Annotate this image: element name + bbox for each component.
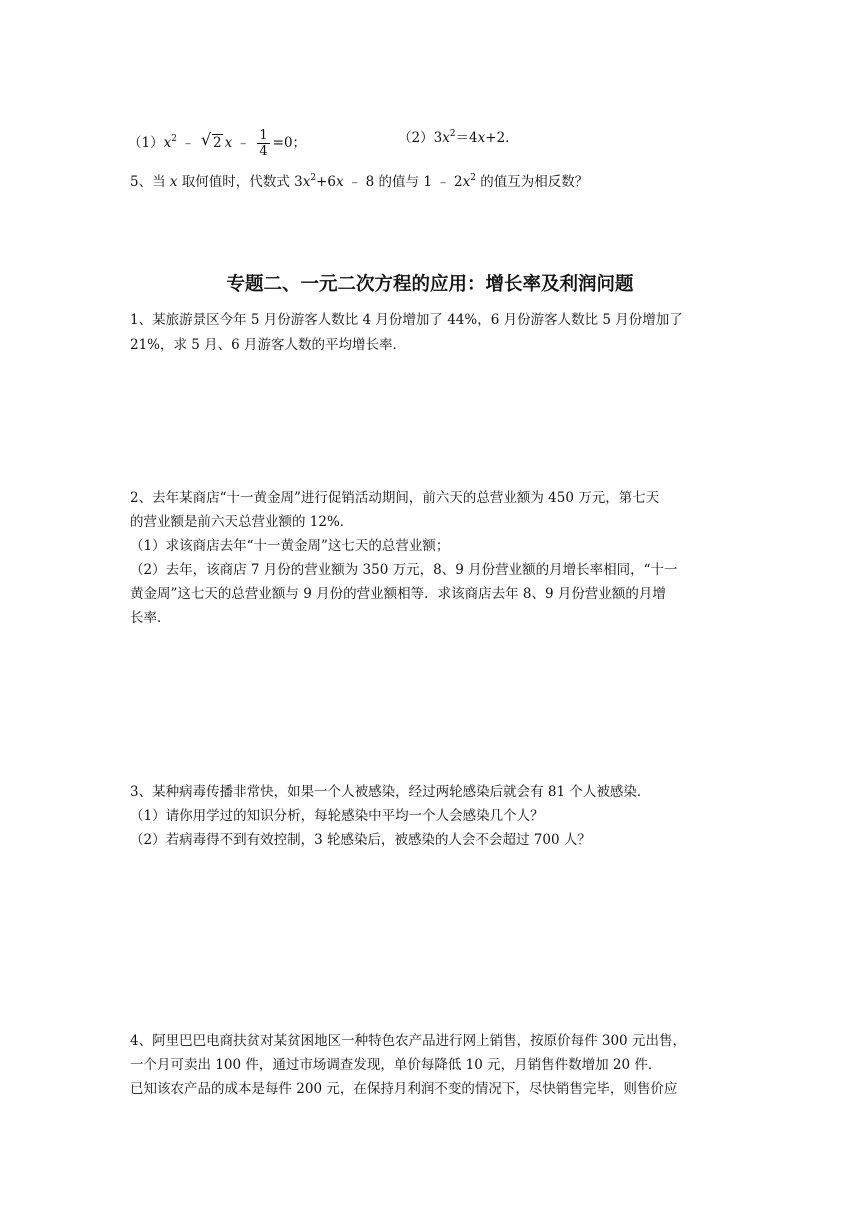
problem-2-line-5: 黄金周”这七天的总营业额与 9 月份的营业额相等．求该商店去年 8、9 月份营业额的月增 [130, 586, 666, 602]
problem-1-line-2: 21%，求 5 月、6 月游客人数的平均增长率． [130, 337, 407, 353]
problem-1-line-1: 1、某旅游景区今年 5 月份游客人数比 4 月份增加了 44%，6 月份游客人数比 5 月份增加了 [130, 312, 683, 328]
problem-2-line-2: 的营业额是前六天总营业额的 12%． [130, 514, 354, 530]
problem-4-line-3: 已知该农产品的成本是每件 200 元，在保持月利润不变的情况下，尽快销售完毕，则售价应 [130, 1081, 678, 1097]
fraction: $\frac{1}{4}$ [259, 128, 268, 159]
problem-4-line-2: 一个月可卖出 100 件，通过市场调查发现，单价每降低 10 元，月销售件数增加 20 件． [130, 1057, 662, 1073]
sqrt-symbol: √ 2 [201, 133, 223, 153]
problem-2-line-4: （2）去年，该商店 7 月份的营业额为 350 万元，8、9 月份营业额的月增长率相同，“十一 [130, 562, 678, 578]
problem-3-line-3: （2）若病毒得不到有效控制，3 轮感染后，被感染的人会不会超过 700 人？ [130, 832, 591, 848]
problem-2-line-6: 长率． [130, 610, 171, 626]
equation-2: $(2)3x^2=4x+2$． [398, 129, 519, 146]
section-title: 专题二、一元二次方程的应用：增长率及利润问题 [226, 274, 634, 295]
problem-2-line-3: （1）求该商店去年“十一黄金周”这七天的总营业额； [130, 538, 450, 554]
problem-3-line-2: （1）请你用学过的知识分析，每轮感染中平均一个人会感染几个人？ [130, 808, 544, 824]
question-5: 5、当 x 取何值时，代数式 $3x^2+6x$ ﹣ 8 的值与 1 ﹣ $2x^2$ 的值互为相反数？ [130, 173, 589, 190]
equation-1: $(1)x^2$ ﹣ √ 2 x ﹣ $\frac{1}{4}$ =0； [128, 128, 306, 159]
problem-2-line-1: 2、去年某商店“十一黄金周”进行促销活动期间，前六天的总营业额为 450 万元，第七天 [130, 490, 660, 506]
problem-4-line-1: 4、阿里巴巴电商扶贫对某贫困地区一种特色农产品进行网上销售，按原价每件 300 元出售， [130, 1033, 686, 1049]
problem-3-line-1: 3、某种病毒传播非常快，如果一个人被感染，经过两轮感染后就会有 81 个人被感染． [130, 784, 651, 800]
